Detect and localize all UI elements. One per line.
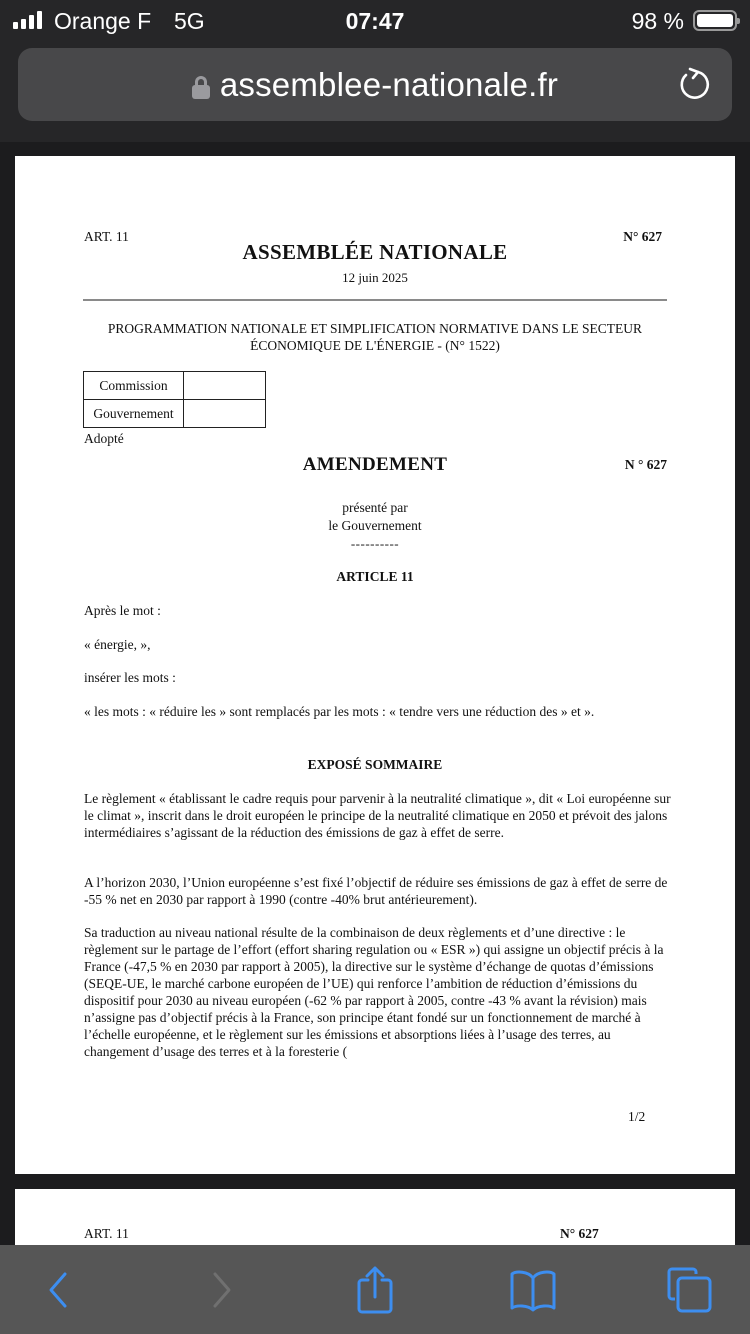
amendment-line: « les mots : « réduire les » sont remplacés par les mots : « tendre vers une réduction des » et ». — [84, 704, 595, 719]
clock: 07:47 — [345, 8, 405, 34]
document-date: 12 juin 2025 — [342, 270, 408, 285]
browser-top-chrome — [0, 0, 750, 142]
bookmarks-icon — [508, 1268, 558, 1312]
network-type: 5G — [174, 8, 205, 34]
table-row — [84, 372, 266, 400]
amendment-number: N ° 627 — [624, 457, 667, 472]
page-indicator: 1/2 — [628, 1109, 646, 1124]
adoption-status: Adopté — [84, 431, 124, 446]
reload-icon[interactable] — [676, 66, 712, 104]
expose-paragraph: Le règlement « établissant le cadre requis pour parvenir à la neutralité climatique », dit « Loi européenne sur le climat », inscrit dans le droit européen le principe de la neutralité climatique en 2050 et prévoit des jalons intermédiaires s’agissant de la réduction des émissions de gaz à effet de serre. — [84, 791, 671, 840]
amendment-line: « énergie, », — [84, 637, 151, 652]
amendment-line: Après le mot : — [84, 603, 161, 618]
forward-icon — [207, 1270, 237, 1310]
amendment-heading: AMENDEMENT — [302, 454, 448, 475]
expose-heading: EXPOSÉ SOMMAIRE — [307, 757, 443, 772]
back-icon — [43, 1270, 73, 1310]
vote-label: Gouvernement — [84, 400, 184, 428]
vote-value — [184, 372, 266, 400]
institution-title: ASSEMBLÉE NATIONALE — [242, 240, 508, 264]
header-divider — [83, 299, 667, 301]
bookmarks-button[interactable] — [508, 1265, 558, 1315]
article-reference: ART. 11 — [84, 1226, 129, 1241]
vote-label: Commission — [84, 372, 184, 400]
bill-title: PROGRAMMATION NATIONALE ET SIMPLIFICATION NORMATIVE DANS LE SECTEUR ÉCONOMIQUE DE L'ÉNERGIE - (N° 1522) — [107, 321, 643, 353]
amendment-number-header: N° 627 — [623, 229, 662, 244]
table-row — [84, 400, 266, 428]
tabs-button[interactable] — [665, 1265, 715, 1315]
tabs-icon — [666, 1266, 714, 1314]
vote-table — [83, 371, 266, 428]
lock-icon — [192, 76, 210, 98]
address-bar[interactable] — [18, 48, 732, 121]
browser-toolbar — [0, 1245, 750, 1334]
amendment-number-header: N° 627 — [560, 1226, 599, 1241]
carrier-name: Orange F — [54, 8, 152, 34]
presented-by — [15, 499, 735, 535]
article-heading: ARTICLE 11 — [336, 569, 414, 584]
share-button[interactable] — [350, 1265, 400, 1315]
presented-by-author: le Gouvernement — [328, 518, 422, 533]
battery-icon — [693, 10, 737, 31]
expose-paragraph: A l’horizon 2030, l’Union européenne s’est fixé l’objectif de réduire ses émissions de gaz à effet de serre de -55 % net en 2030 par rapport à 1990 (contre -40% brut antérieurement). — [84, 875, 668, 907]
separator: ---------- — [350, 536, 400, 551]
forward-button[interactable] — [197, 1265, 247, 1315]
document-page-2 — [15, 1189, 735, 1249]
vote-value — [184, 400, 266, 428]
amendment-line: insérer les mots : — [84, 670, 176, 685]
article-reference: ART. 11 — [84, 229, 129, 244]
status-bar — [0, 0, 750, 42]
presented-by-line: présenté par — [342, 500, 408, 515]
expose-paragraph: Sa traduction au niveau national résulte de la combinaison de deux règlements et d’une directive : le règlement sur le partage de l’effort (effort sharing regulation ou « ESR ») qui assigne un objectif précis à la France (-47,5 % en 2030 par rapport à 2005), la directive sur le système d’échange de quotas d’émissions (SEQE-UE, le marché carbone européen de l’UE) qui renforce l’ambition de réduction d’émissions du dispositif pour 2030 au niveau européen (-62 % par rapport à 2005, contre -43 % avant la révision) mais n’assigne pas d’objectif précis à la France, son principe étant fondé sur un fonctionnement de marché à l’échelle européenne, et le règlement sur les émissions et absorptions liées à l’usage des terres, au changement d’usage des terres et à la foresterie ( — [84, 925, 664, 1059]
url-domain[interactable]: assemblee-nationale.fr — [219, 65, 559, 103]
battery-percent: 98 % — [631, 8, 684, 34]
share-icon — [355, 1265, 395, 1315]
document-page-1 — [15, 156, 735, 1174]
back-button[interactable] — [33, 1265, 83, 1315]
